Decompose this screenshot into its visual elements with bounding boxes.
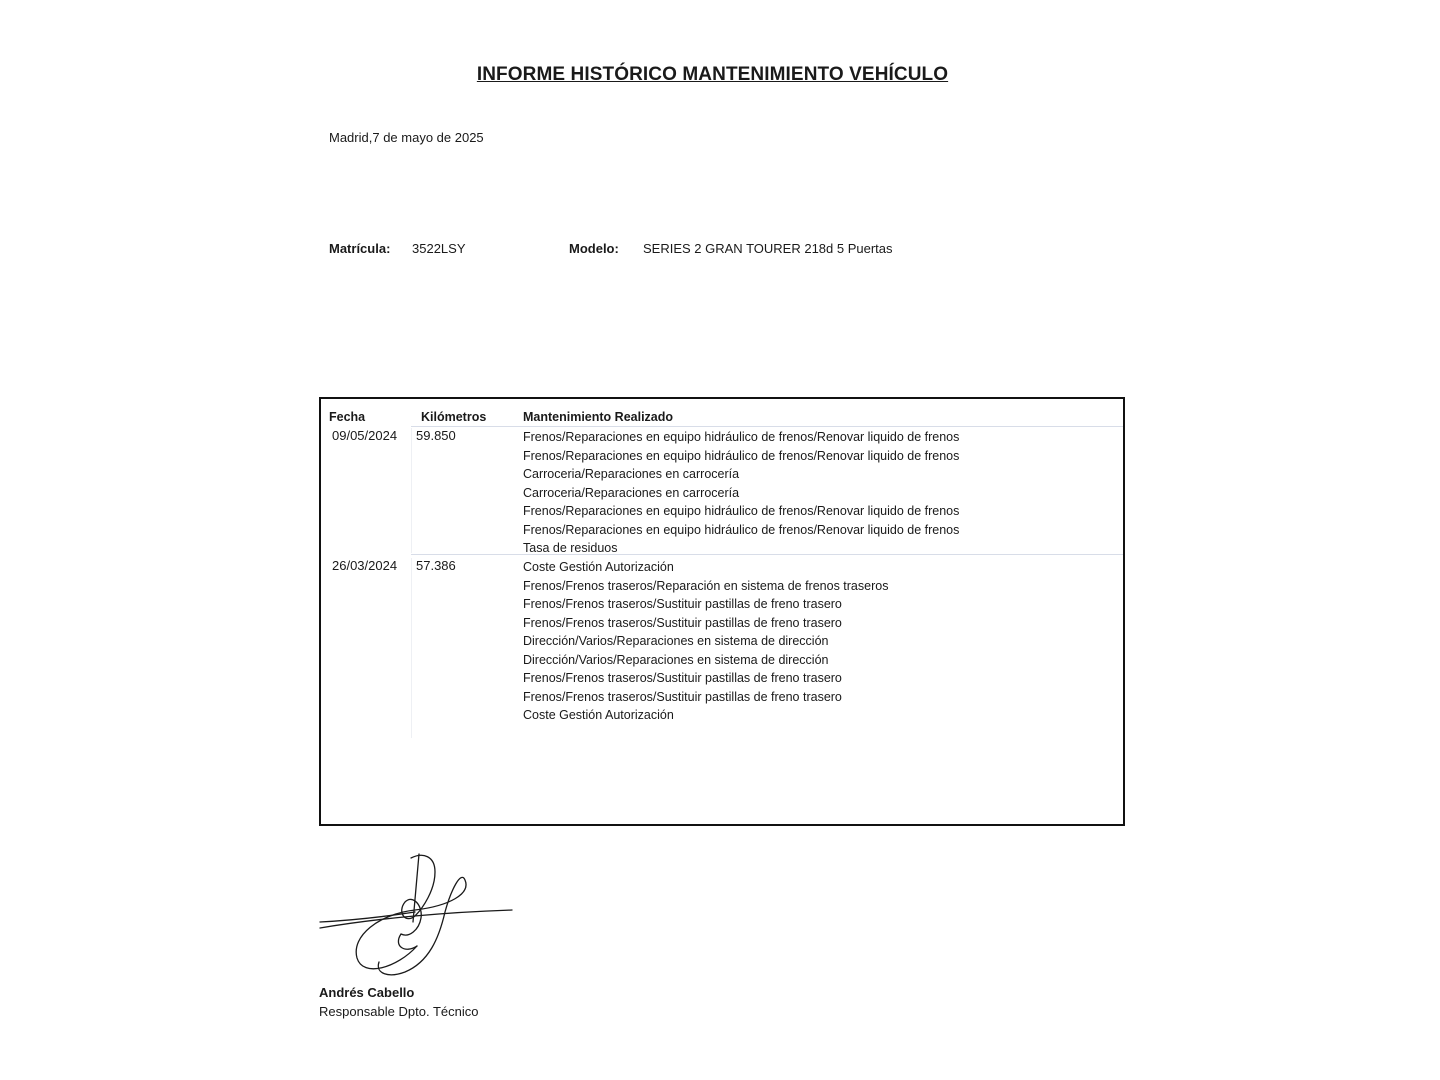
place-and-date: Madrid,7 de mayo de 2025 xyxy=(329,130,484,145)
task-list xyxy=(523,558,888,725)
maintenance-history-table xyxy=(319,397,1125,826)
list-item: Frenos/Frenos traseros/Reparación en sistema de frenos traseros xyxy=(523,578,889,593)
column-header-maintenance: Mantenimiento Realizado xyxy=(523,410,674,424)
table-row xyxy=(321,428,1123,553)
model-label: Modelo: xyxy=(569,241,619,256)
column-header-km: Kilómetros xyxy=(421,410,487,424)
list-item: Frenos/Reparaciones en equipo hidráulico de frenos/Renovar liquido de frenos xyxy=(523,504,960,518)
column-header-date: Fecha xyxy=(329,410,366,424)
list-item: Dirección/Varios/Reparaciones en sistema de dirección xyxy=(523,652,829,667)
header-divider xyxy=(411,426,1123,427)
document-title: INFORME HISTÓRICO MANTENIMIENTO VEHÍCULO xyxy=(476,64,949,85)
task-list xyxy=(523,428,959,558)
list-item: Coste Gestión Autorización xyxy=(523,560,674,574)
signatory-name: Andrés Cabello xyxy=(319,985,415,1000)
list-item: Carroceria/Reparaciones en carrocería xyxy=(523,467,740,481)
list-item: Carroceria/Reparaciones en carrocería xyxy=(523,485,740,500)
list-item: Dirección/Varios/Reparaciones en sistema de dirección xyxy=(523,634,829,648)
signatory-role: Responsable Dpto. Técnico xyxy=(319,1004,479,1019)
list-item: Frenos/Frenos traseros/Sustituir pastillas de freno trasero xyxy=(523,671,842,685)
entry-date: 26/03/2024 xyxy=(332,558,398,573)
entry-km: 57.386 xyxy=(416,558,456,573)
handwritten-signature xyxy=(319,850,519,980)
entry-km: 59.850 xyxy=(416,428,456,443)
list-item: Frenos/Reparaciones en equipo hidráulico de frenos/Renovar liquido de frenos xyxy=(523,448,960,463)
column-separator xyxy=(411,558,412,738)
list-item: Coste Gestión Autorización xyxy=(523,708,674,722)
column-separator xyxy=(411,428,412,553)
list-item: Frenos/Frenos traseros/Sustituir pastillas de freno trasero xyxy=(523,689,842,704)
row-divider xyxy=(411,554,1123,555)
plate-label: Matrícula: xyxy=(329,241,391,256)
list-item: Tasa de residuos xyxy=(523,541,618,555)
list-item: Frenos/Reparaciones en equipo hidráulico de frenos/Renovar liquido de frenos xyxy=(523,430,960,444)
model-value: SERIES 2 GRAN TOURER 218d 5 Puertas xyxy=(643,241,893,256)
plate-value: 3522LSY xyxy=(412,241,466,256)
list-item: Frenos/Reparaciones en equipo hidráulico de frenos/Renovar liquido de frenos xyxy=(523,522,960,537)
list-item: Frenos/Frenos traseros/Sustituir pastillas de freno trasero xyxy=(523,615,842,630)
list-item: Frenos/Frenos traseros/Sustituir pastillas de freno trasero xyxy=(523,597,842,611)
table-row xyxy=(321,558,1123,738)
entry-date: 09/05/2024 xyxy=(332,428,398,443)
